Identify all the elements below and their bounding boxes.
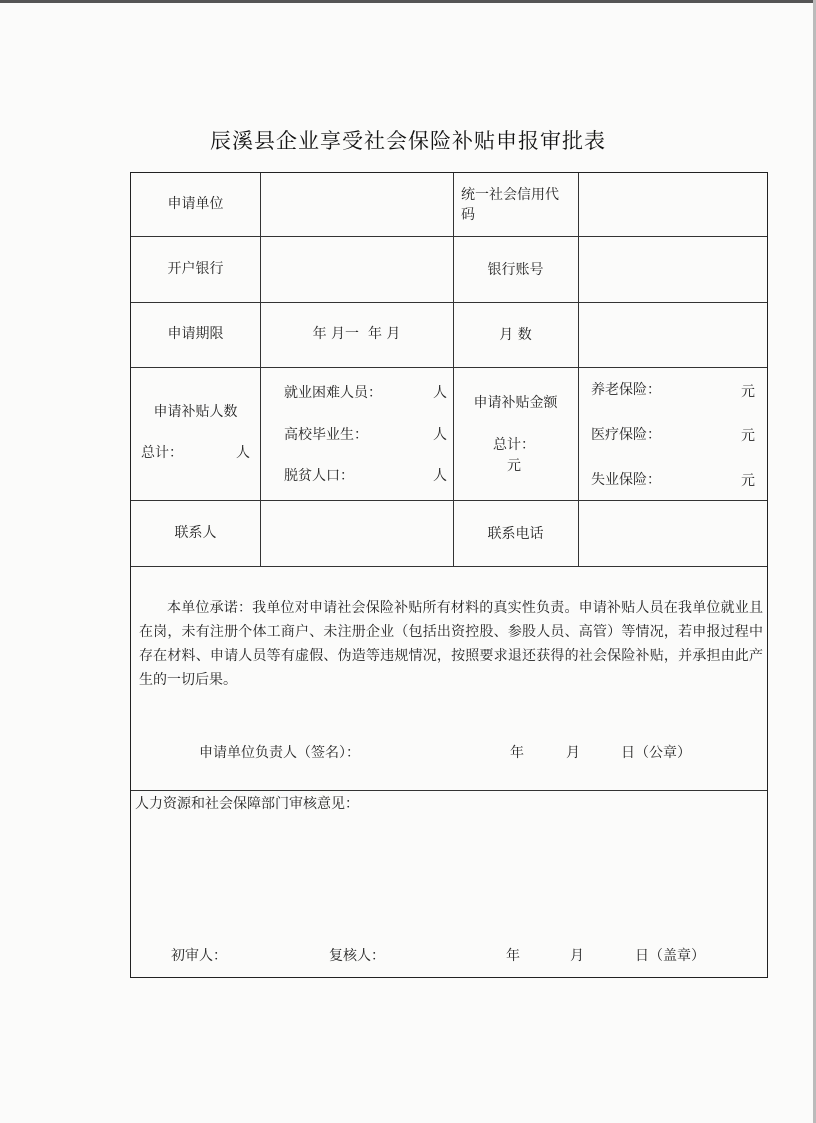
poverty-alleviated-label: 脱贫人口：	[284, 468, 354, 484]
row-divider	[131, 367, 767, 368]
months-label: 月 数	[499, 327, 532, 343]
subsidy-amount-label: 申请补贴金额	[473, 395, 558, 411]
medical-insurance-unit: 元	[741, 428, 755, 444]
page-title: 辰溪县企业享受社会保险补贴申报审批表	[210, 129, 606, 153]
count-total-label: 总计：	[141, 445, 183, 461]
graduates-label: 高校毕业生：	[284, 427, 368, 443]
row-divider	[131, 302, 767, 303]
signature-label: 申请单位负责人（签名）：	[199, 745, 360, 761]
applicant-unit-label: 申请单位	[167, 196, 224, 212]
signature-year: 年	[510, 745, 524, 761]
difficult-employment-label: 就业困难人员：	[284, 385, 382, 401]
signature-day-seal: 日（公章）	[621, 745, 691, 761]
col-divider	[578, 173, 579, 566]
col-divider	[260, 173, 261, 566]
amount-total-unit: 元	[507, 458, 521, 474]
signature-month: 月	[566, 745, 580, 761]
medical-insurance-label: 医疗保险：	[591, 427, 661, 443]
row-divider	[131, 500, 767, 501]
pension-insurance-unit: 元	[741, 384, 755, 400]
graduates-unit: 人	[433, 427, 447, 443]
subsidy-count-label: 申请补贴人数	[153, 404, 238, 420]
scan-edge-top	[0, 0, 816, 3]
credit-code-label: 统一社会信用代码	[461, 187, 559, 223]
unemployment-insurance-unit: 元	[741, 473, 755, 489]
first-reviewer-label: 初审人：	[171, 948, 227, 964]
second-reviewer-label: 复核人：	[329, 948, 385, 964]
contact-person-label: 联系人	[174, 525, 217, 541]
unemployment-insurance-label: 失业保险：	[591, 472, 661, 488]
row-divider	[131, 790, 767, 791]
period-value: 年 月一 年 月	[312, 326, 401, 342]
pledge-text: 本单位承诺：我单位对申请社会保险补贴所有材料的真实性负责。申请补贴人员在我单位就业且在岗，未有注册个体工商户、未注册企业（包括出资控股、参股人员、高管）等情况，若申报过程中存在材料、申请人员等有虚假、伪造等违规情况，按照要求退还获得的社会保险补贴，并承担由此产生的一切后果。	[139, 600, 763, 688]
bank-label: 开户银行	[167, 261, 224, 277]
difficult-employment-unit: 人	[433, 385, 447, 401]
application-form	[130, 172, 768, 978]
amount-total-label: 总计：	[493, 437, 535, 453]
review-day-seal: 日（盖章）	[635, 948, 705, 964]
row-divider	[131, 566, 767, 567]
count-total-unit: 人	[236, 445, 250, 461]
poverty-alleviated-unit: 人	[433, 468, 447, 484]
col-divider	[453, 173, 454, 566]
pension-insurance-label: 养老保险：	[591, 382, 661, 398]
account-label: 银行账号	[487, 262, 544, 278]
review-year: 年	[506, 948, 520, 964]
row-divider	[131, 236, 767, 237]
period-label: 申请期限	[167, 326, 224, 342]
review-month: 月	[570, 948, 584, 964]
contact-phone-label: 联系电话	[487, 526, 544, 542]
review-title: 人力资源和社会保障部门审核意见：	[135, 796, 359, 812]
